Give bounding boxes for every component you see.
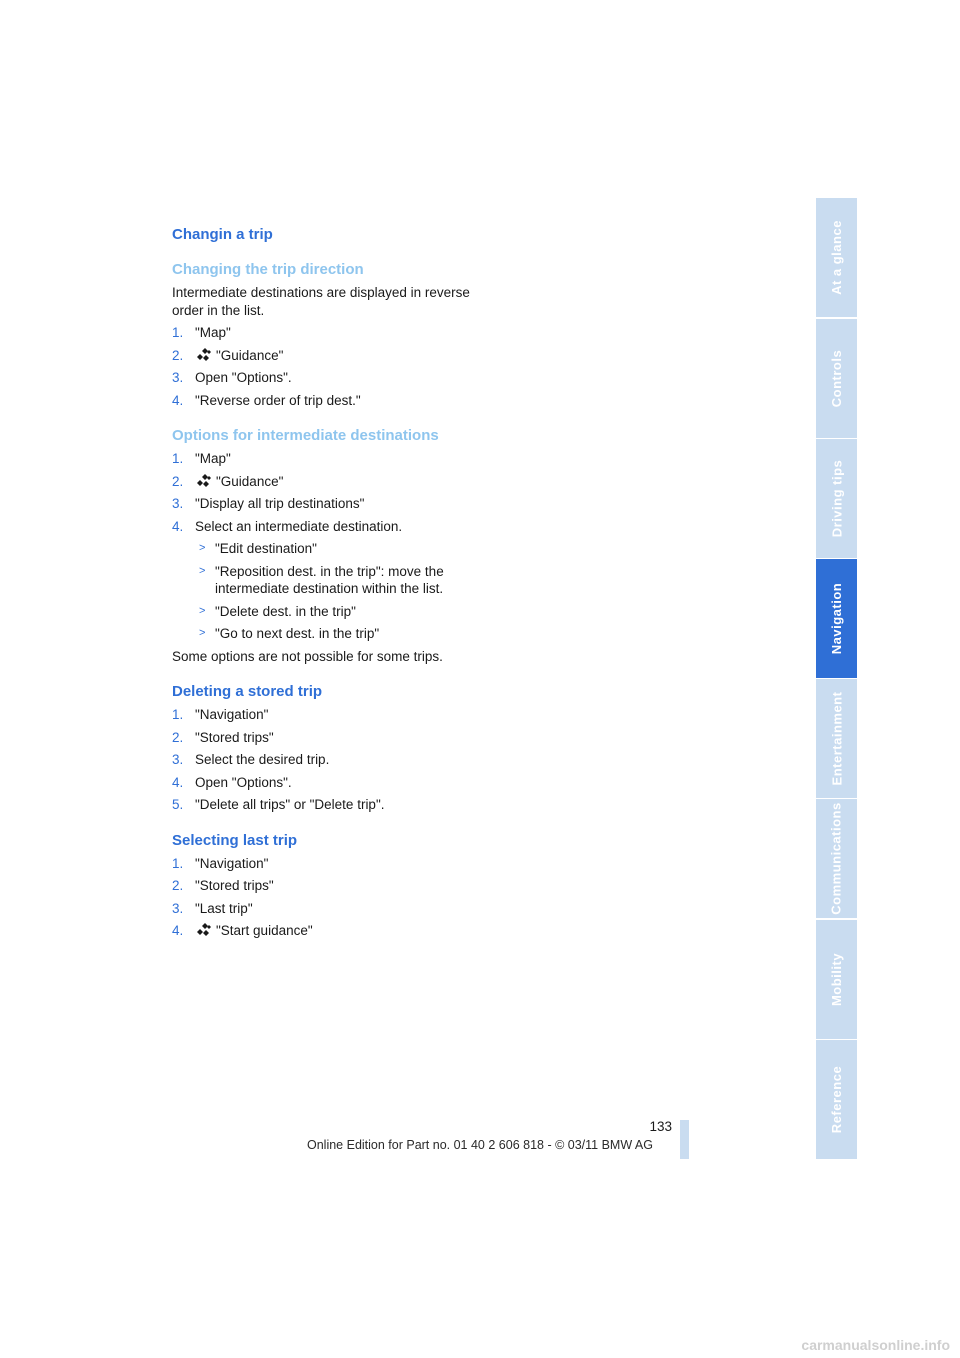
list-item: 1. "Map"	[172, 325, 231, 340]
page-number: 133	[649, 1119, 672, 1134]
navigation-guidance-icon	[197, 923, 211, 937]
bullet-marker: >	[199, 604, 206, 617]
tab-navigation[interactable]: Navigation	[816, 559, 857, 678]
options-note: Some options are not possible for some trips.	[172, 648, 443, 664]
list-item: 1. "Navigation"	[172, 855, 269, 871]
watermark: carmanualsonline.info	[801, 1337, 950, 1353]
list-item: 3. "Display all trip destinations"	[172, 496, 365, 511]
tab-mobility[interactable]: Mobility	[816, 920, 857, 1039]
list-item: 2. "Stored trips"	[172, 729, 274, 745]
heading-last-trip: Selecting last trip	[172, 831, 298, 849]
list-item: > "Edit destination"	[199, 541, 317, 556]
navigation-guidance-icon	[197, 348, 211, 362]
bullet-marker: >	[199, 627, 206, 639]
list-item: 2. "Stored trips"	[172, 878, 274, 893]
tab-reference[interactable]: Reference	[816, 1040, 857, 1159]
heading-trip-direction: Changing the trip direction	[172, 261, 364, 278]
tab-communications[interactable]: Communications	[816, 799, 857, 918]
last-trip-steps	[172, 855, 472, 940]
list-item: 4. Select an intermediate destination.	[172, 518, 403, 534]
tab-entertainment[interactable]: Entertainment	[816, 679, 857, 798]
list-item: > "Reposition dest. in the trip": move the intermediate destination within the list.	[199, 563, 444, 596]
deleting-steps	[172, 706, 472, 814]
chapter-tabs	[816, 198, 857, 1160]
list-item: 1. "Map"	[172, 451, 231, 466]
heading-intermediate-options: Options for intermediate destinations	[172, 427, 439, 444]
list-item: 2. "Guidance"	[172, 347, 284, 363]
list-item: 3. "Last trip"	[172, 900, 253, 916]
bullet-marker: >	[199, 542, 206, 554]
direction-steps	[172, 324, 472, 409]
tab-at-a-glance[interactable]: At a glance	[816, 198, 857, 317]
list-item: > "Go to next dest. in the trip"	[199, 626, 380, 641]
direction-intro: Intermediate destinations are displayed in reverse order in the list.	[172, 285, 470, 318]
list-item: 4. "Start guidance"	[172, 923, 313, 938]
list-item: 3. Select the desired trip.	[172, 752, 330, 767]
list-item: 2. "Guidance"	[172, 473, 284, 489]
page-content	[172, 226, 472, 958]
list-item: 5. "Delete all trips" or "Delete trip".	[172, 797, 385, 812]
page-number-bar	[680, 1120, 689, 1159]
list-item: 1. "Navigation"	[172, 707, 269, 722]
bullet-marker: >	[199, 564, 206, 577]
list-item: 3. Open "Options".	[172, 370, 292, 385]
list-item: > "Delete dest. in the trip"	[199, 603, 356, 619]
options-steps	[172, 450, 472, 535]
heading-changing-trip: Changin a trip	[172, 226, 273, 243]
tab-driving-tips[interactable]: Driving tips	[816, 439, 857, 558]
list-item: 4. Open "Options".	[172, 774, 292, 790]
footer-edition: Online Edition for Part no. 01 40 2 606 818 - © 03/11 BMW AG	[307, 1138, 653, 1152]
navigation-guidance-icon	[197, 474, 211, 488]
heading-deleting-trip: Deleting a stored trip	[172, 683, 323, 700]
tab-controls[interactable]: Controls	[816, 319, 857, 438]
options-bullets	[172, 540, 472, 643]
list-item: 4. "Reverse order of trip dest."	[172, 392, 361, 408]
